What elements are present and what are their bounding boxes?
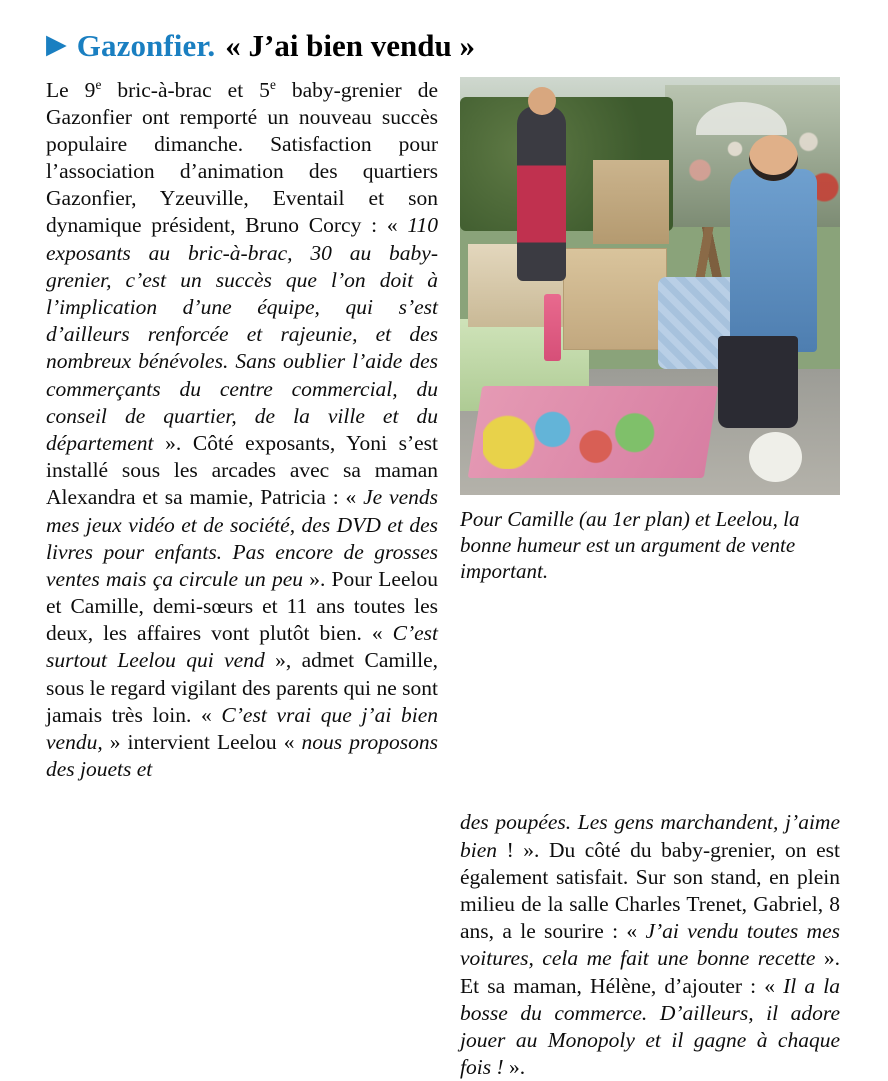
text-run: ». Et sa maman, Hélène, d’ajouter : « — [460, 946, 840, 998]
text-run: baby-grenier de Gazonfier ont remporté un nouveau succès populaire dimanche. Satisfaction pour l’association d’animation des quartiers Gazonfier, Yzeuville, Eventail et son dynamique président, Bruno Corcy : « — [46, 77, 438, 238]
photo-seated-girl-jacket — [730, 169, 817, 353]
ordinal-sup: e — [269, 76, 276, 92]
photo-bric-a-brac-stand — [460, 77, 840, 495]
text-run: Côté exposants, Yoni s’est installé sous les arcades avec sa maman Alexandra et sa mamie, Patricia : « — [46, 430, 439, 510]
media-column-right — [460, 77, 840, 584]
triangle-right-icon: ▶ — [46, 29, 67, 59]
photo-seated-girl-legs — [718, 336, 798, 428]
text-run: ». Pour Leelou et Camille, demi-sœurs et 11 ans toutes les deux, les affaires vont plutôt bien. « — [46, 566, 438, 646]
page-title — [46, 30, 842, 63]
top-section — [46, 77, 842, 784]
quote-run: J’ai vendu toutes mes voitures, cela me fait une bonne recette — [460, 919, 840, 971]
article-column-right — [460, 809, 840, 1081]
article-column-left — [46, 77, 438, 784]
text-run: », admet Camille, sous le regard vigilant des parents qui ne sont jamais très loin. « — [46, 648, 438, 727]
headline-locality: Gazonfier. — [76, 28, 216, 63]
quote-run: 110 exposants au bric-à-brac, 30 au baby-grenier, c’est un succès que l’on doit à l’implication d’une équipe, qui s’est d’ailleurs renforcée et rajeunie, et des nombreux bénévoles. Sans oublier l’aide des commerçants du centre commercial, du conseil de quartier, de la ville et du département — [46, 213, 438, 455]
quote-run: C’est surtout Leelou qui vend — [46, 621, 438, 673]
quote-run: Je vends mes jeux vidéo et de société, des DVD et des livres pour enfants. Pas encore de grosses ventes mais ça circule un peu — [46, 485, 439, 591]
article-paragraphs-left — [46, 77, 438, 784]
photo-caption: Pour Camille (au 1er plan) et Leelou, la bonne humeur est un argument de vente important. — [460, 506, 800, 583]
text-run: ». — [508, 1055, 526, 1080]
quote-run: Il a la bosse du commerce. D’ailleurs, il adore jouer au Monopoly et il gagne à chaque fois ! — [460, 973, 840, 1080]
text-run: Du côté du baby-grenier, on est également satisfait. Sur son stand, en plein milieu de la salle Charles Trenet, Gabriel, 8 ans, a le sourire : « — [460, 837, 840, 944]
quote-run: des poupées. Les gens marchandent, j’aime bien — [460, 810, 840, 862]
article-paragraphs-right — [460, 809, 840, 1081]
text-run: Le 9 — [46, 77, 96, 102]
photo-toys — [483, 403, 688, 470]
photo-seated-girl-head — [749, 135, 798, 181]
quote-run: C’est vrai que j’ai bien vendu, — [46, 702, 438, 755]
text-run: » intervient Leelou « — [109, 730, 302, 755]
photo-bottle — [544, 294, 561, 361]
bottom-section — [46, 783, 842, 1081]
ordinal-sup: e — [95, 76, 102, 92]
photo-balloon — [749, 432, 802, 482]
photo-standing-woman — [517, 106, 566, 282]
text-run: ! ». — [506, 837, 540, 862]
text-run: ». — [165, 430, 182, 455]
headline-title: « J’ai bien vendu » — [225, 28, 476, 63]
quote-run: nous proposons des jouets et — [46, 730, 438, 782]
text-run: bric-à-brac et 5 — [101, 77, 270, 102]
